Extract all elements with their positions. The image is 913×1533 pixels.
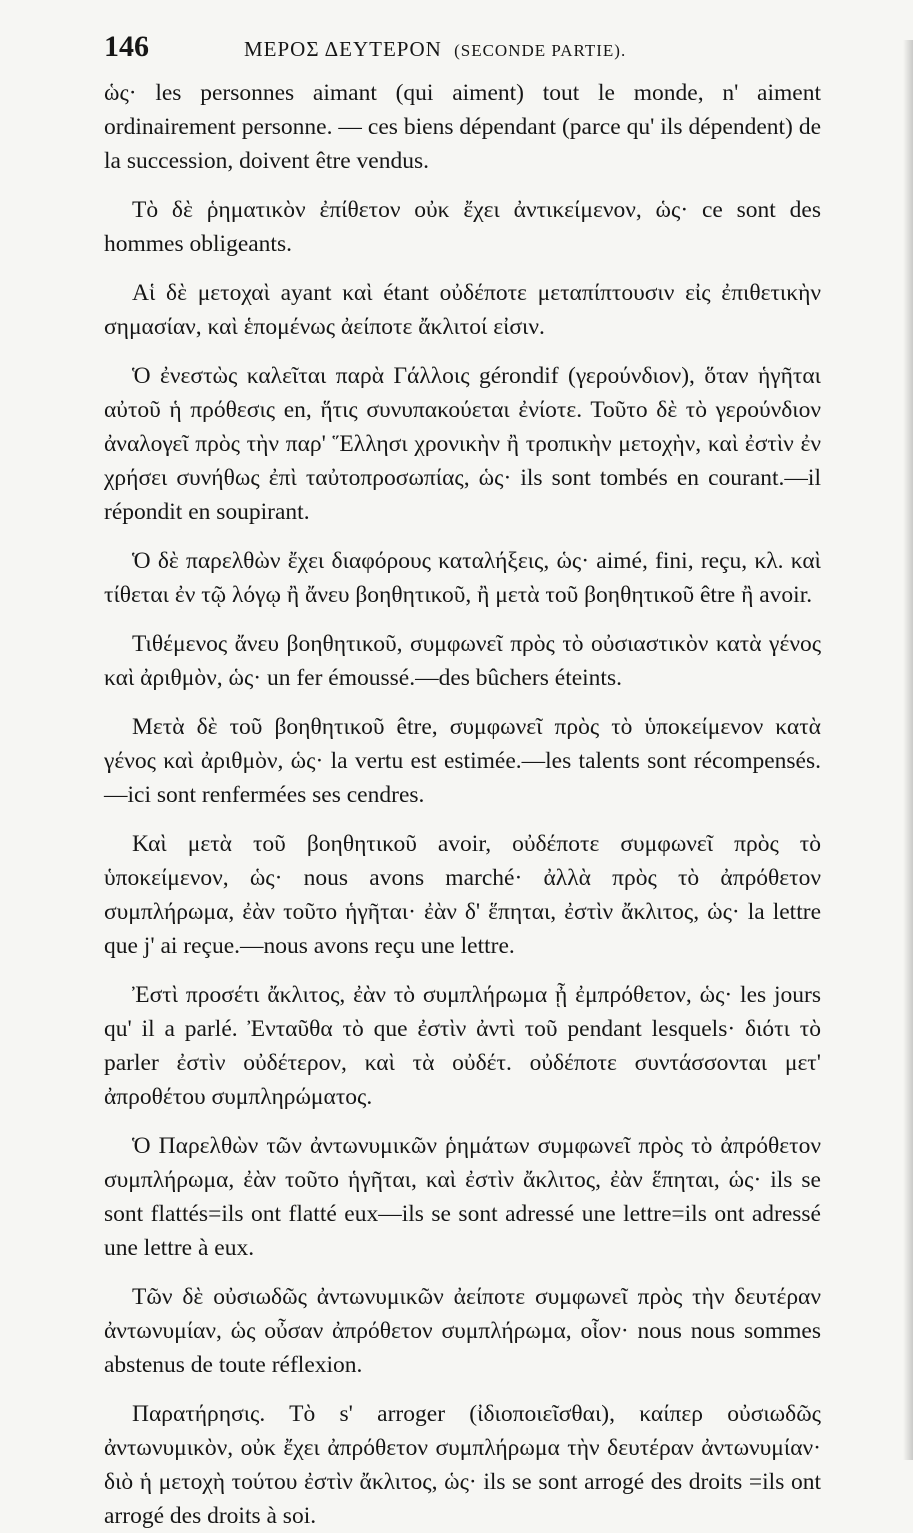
- paragraph-9: Ἐστὶ προσέτι ἄκλιτος, ἐὰν τὸ συμπλήρωμα ᾖ ἐμπρόθετον, ὡς· les jours qu' il a parlé. Ἐνταῦθα τὸ que ἐστὶν ἀντὶ τοῦ pendant lesquels· διότι τὸ parler ἐστὶν οὐδέτερον, καὶ τὰ οὐδέτ. οὐδέποτε συντάσσονται μετ' ἀπροθέτου συμπληρώματος.: [104, 982, 821, 1110]
- page-body: [104, 76, 821, 1533]
- paragraph-8: Καὶ μετὰ τοῦ βοηθητικοῦ avoir, οὐδέποτε συμφωνεῖ πρὸς τὸ ὑποκείμενον, ὡς· nous avons marché· ἀλλὰ πρὸς τὸ ἀπρόθετον συμπλήρωμα, ἐὰν τοῦτο ἡγῆται· ἐὰν δ' ἕπηται, ἐστὶν ἄκλιτος, ὡς· la lettre que j' ai reçue.—nous avons reçu une lettre.: [104, 831, 821, 959]
- page-edge-shadow: [903, 40, 913, 1460]
- paragraph-12: Παρατήρησις. Τὸ s' arroger (ἰδιοποιεῖσθαι), καίπερ οὐσιωδῶς ἀντωνυμικὸν, οὐκ ἔχει ἀπρόθετον συμπλήρωμα τὴν δευτέραν ἀντωνυμίαν· διὸ ἡ μετοχὴ τούτου ἐστὶν ἄκλιτος, ὡς· ils se sont arrogé des droits =ils ont arrogé des droits à soi.: [104, 1401, 821, 1529]
- paragraph-3: Αἱ δὲ μετοχαὶ ayant καὶ étant οὐδέποτε μεταπίπτουσιν εἰς ἐπιθετικὴν σημασίαν, καὶ ἑπομένως ἀείποτε ἄκλιτοί εἰσιν.: [104, 280, 821, 340]
- paragraph-5: Ὁ δὲ παρελθὼν ἔχει διαφόρους καταλήξεις, ὡς· aimé, fini, reçu, κλ. καὶ τίθεται ἐν τῷ λόγῳ ἢ ἄνευ βοηθητικοῦ, ἢ μετὰ τοῦ βοηθητικοῦ être ἢ avoir.: [104, 548, 821, 608]
- running-title-greek: ΜΕΡΟΣ ΔΕΥΤΕΡΟΝ: [244, 37, 442, 61]
- running-title-french: (SECONDE PARTIE).: [454, 41, 627, 60]
- page-number: 146: [104, 30, 149, 63]
- paragraph-7: Μετὰ δὲ τοῦ βοηθητικοῦ être, συμφωνεῖ πρὸς τὸ ὑποκείμενον κατὰ γένος καὶ ἀριθμὸν, ὡς· la vertu est estimée.—les talents sont récompensés.—ici sont renfermées ses cendres.: [104, 714, 821, 808]
- paragraph-4: Ὁ ἐνεστὼς καλεῖται παρὰ Γάλλοις gérondif (γερούνδιον), ὅταν ἡγῆται αὐτοῦ ἡ πρόθεσις en, ἥτις συνυπακούεται ἐνίοτε. Τοῦτο δὲ τὸ γερούνδιον ἀναλογεῖ πρὸς τὴν παρ' Ἕλλησι χρονικὴν ἢ τροπικὴν μετοχὴν, καὶ ἐστὶν ἐν χρήσει συνήθως ἐπὶ ταὐτοπροσωπίας, ὡς· ils sont tombés en courant.—il répondit en soupirant.: [104, 363, 821, 525]
- paragraph-10: Ὁ Παρελθὼν τῶν ἀντωνυμικῶν ῥημάτων συμφωνεῖ πρὸς τὸ ἀπρόθετον συμπλήρωμα, ἐὰν τοῦτο ἡγῆται, καὶ ἐστὶν ἄκλιτος, ἐὰν ἕπηται, ὡς· ils se sont flattés=ils ont flatté eux—ils se sont adressé une lettre=ils ont adressé une lettre à eux.: [104, 1133, 821, 1261]
- paragraph-6: Τιθέμενος ἄνευ βοηθητικοῦ, συμφωνεῖ πρὸς τὸ οὐσιαστικὸν κατὰ γένος καὶ ἀριθμὸν, ὡς· un fer émoussé.—des bûchers éteints.: [104, 631, 821, 691]
- paragraph-11: Τῶν δὲ οὐσιωδῶς ἀντωνυμικῶν ἀείποτε συμφωνεῖ πρὸς τὴν δευτέραν ἀντωνυμίαν, ὡς οὖσαν ἀπρόθετον συμπλήρωμα, οἷον· nous nous sommes abstenus de toute réflexion.: [104, 1284, 821, 1378]
- paragraph-1: ὡς· les personnes aimant (qui aiment) tout le monde, n' aiment ordinairement personne. — ces biens dépendant (parce qu' ils dépendent) de la succession, doivent être vendus.: [104, 80, 821, 174]
- running-title: [244, 37, 626, 62]
- paragraph-2: Τὸ δὲ ῥηματικὸν ἐπίθετον οὐκ ἔχει ἀντικείμενον, ὡς· ce sont des hommes obligeants.: [104, 197, 821, 257]
- page-header: [104, 30, 821, 76]
